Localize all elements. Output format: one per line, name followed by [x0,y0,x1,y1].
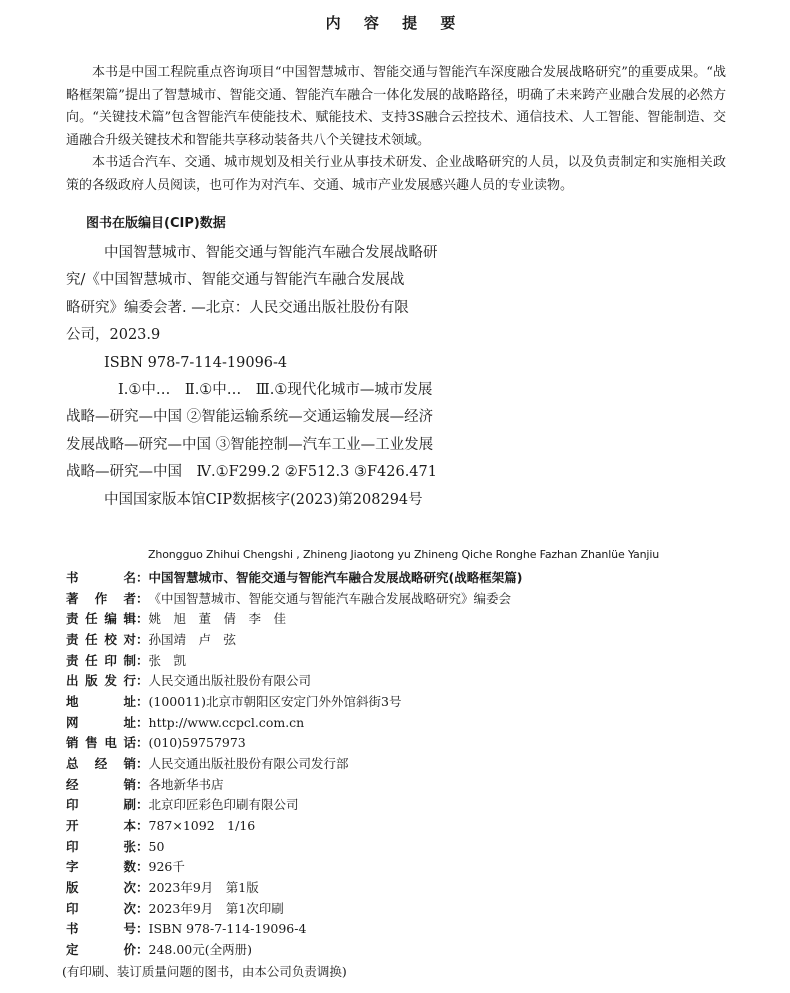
cip-line: 发展战略—研究—中国 ③智能控制—汽车工业—工业发展 [66,436,434,453]
credit-label: 责任校对 [66,631,136,647]
cip-isbn: ISBN 978-7-114-19096-4 [104,354,288,371]
credit-value: 张 凯 [148,652,187,668]
cip-line: 战略—研究—中国 ②智能运输系统—交通运输发展—经济 [66,409,434,426]
credit-label: 销售电话 [66,735,136,751]
cip-line: 究/《中国智慧城市、智能交通与智能汽车融合发展战 [66,272,405,289]
summary-paragraph: 本书适合汽车、交通、城市规划及相关行业从事技术研发、企业战略研究的人员，以及负责制定和实施相关政策的各级政府人员阅读，也可作为对汽车、交通、城市产业发展感兴趣人员的专业读物。 [66,155,726,193]
cip-heading: 图书在版编目(CIP)数据 [86,216,226,231]
credit-colon: ： [136,776,149,792]
credit-label: 网 址 [66,714,136,730]
cip-line: 公司，2023.9 [66,327,161,344]
credit-row [66,899,756,920]
credit-value: 孙国靖 卢 弦 [148,631,237,647]
credit-value: 人民交通出版社股份有限公司 [148,673,312,689]
credit-label: 著 作 者 [66,590,136,606]
credit-value: 人民交通出版社股份有限公司发行部 [148,755,349,771]
publication-credits [66,568,756,960]
credit-label: 出版发行 [66,673,136,689]
credit-label: 定 价 [66,941,136,957]
credit-colon: ： [136,879,149,895]
credit-label: 版 次 [66,879,136,895]
cip-line: 中国智慧城市、智能交通与智能汽车融合发展战略研 [104,245,438,261]
summary-paragraph: 本书是中国工程院重点咨询项目“中国智慧城市、智能交通与智能汽车深度融合发展战略研究”的重要成果。“战略框架篇”提出了智慧城市、智能交通、智能汽车融合一体化发展的战略路径，明确了未来跨产业融合发展的必然方向。“关键技术篇”包含智能汽车使能技术、赋能技术、支持3S融合云控技术、通信技术、人工智能、智能制造、交通融合升级关键技术和智能共享移动装备共八个关键技术领域。 [66,65,726,148]
credit-value: ISBN 978-7-114-19096-4 [148,921,307,937]
credit-row [66,671,756,692]
cip-data-block [66,240,526,514]
credit-label: 总 经 销 [66,755,136,771]
credit-label: 印 张 [66,838,136,854]
credit-colon: ： [136,941,149,957]
credit-row [66,733,756,754]
cip-record-number: 中国国家版本馆CIP数据核字(2023)第208294号 [104,491,423,508]
cip-line: Ⅰ.①中… Ⅱ.①中… Ⅲ.①现代化城市—城市发展 [118,382,433,399]
cip-line: 略研究》编委会著. —北京：人民交通出版社股份有限 [66,299,409,316]
credit-label: 地 址 [66,693,136,709]
credit-row [66,919,756,940]
pinyin-title: Zhongguo Zhihui Chengshi , Zhineng Jiaotong yu Zhineng Qiche Ronghe Fazhan Zhanlüe Yanjiu [148,548,660,561]
credit-value: (100011)北京市朝阳区安定门外外馆斜街3号 [148,693,402,709]
credit-value: http://www.ccpcl.com.cn [148,714,305,730]
credit-colon: ： [136,755,149,771]
quality-footnote: (有印刷、装订质量问题的图书，由本公司负责调换) [62,964,347,979]
credit-colon: ： [136,735,149,751]
credit-colon: ： [136,631,149,647]
credit-row [66,775,756,796]
credit-colon: ： [136,859,149,875]
credit-value: 926千 [148,859,185,875]
credit-row [66,589,756,610]
credit-value: 248.00元(全两册) [148,941,253,957]
credit-row [66,940,756,961]
credit-colon: ： [136,900,149,916]
summary-section [66,62,726,197]
credit-colon: ： [136,838,149,854]
credit-label: 责任印制 [66,652,136,668]
page-title: 内 容 提 要 [325,14,465,32]
credit-value: 2023年9月 第1版 [148,879,259,895]
credit-row [66,857,756,878]
credit-colon: ： [136,921,149,937]
credit-colon: ： [136,611,149,627]
cip-line: 战略—研究—中国 Ⅳ.①F299.2 ②F512.3 ③F426.471 [66,464,437,481]
credit-row [66,630,756,651]
credit-row [66,754,756,775]
credit-row [66,568,756,589]
credit-row [66,713,756,734]
credit-colon: ： [136,797,149,813]
credit-colon: ： [136,652,149,668]
credit-label: 书 号 [66,921,136,937]
credit-value: 2023年9月 第1次印刷 [148,900,284,916]
credit-label: 开 本 [66,817,136,833]
credit-row [66,878,756,899]
credit-value: 中国智慧城市、智能交通与智能汽车融合发展战略研究(战略框架篇) [148,570,523,585]
credit-colon: ： [136,673,149,689]
credit-value: 50 [148,838,165,854]
credit-colon: ： [136,714,149,730]
credit-label: 印 刷 [66,797,136,813]
credit-label: 责任编辑 [66,611,136,627]
credit-value: 北京印匠彩色印刷有限公司 [148,797,299,813]
credit-label: 经 销 [66,776,136,792]
credit-value: (010)59757973 [148,735,246,751]
credit-row [66,837,756,858]
credit-row [66,795,756,816]
credit-row [66,609,756,630]
credit-value: 《中国智慧城市、智能交通与智能汽车融合发展战略研究》编委会 [148,590,512,606]
credit-row [66,816,756,837]
credit-value: 各地新华书店 [148,776,224,792]
credit-colon: ： [136,817,149,833]
credit-row [66,692,756,713]
credit-value: 787×1092 1/16 [148,817,256,833]
credit-colon: ： [136,693,149,709]
credit-colon: ： [136,570,149,585]
credit-value: 姚 旭 董 倩 李 佳 [148,611,287,627]
credit-label: 书 名 [66,570,136,585]
credit-colon: ： [136,590,149,606]
credit-row [66,651,756,672]
credit-label: 印 次 [66,900,136,916]
credit-label: 字 数 [66,859,136,875]
